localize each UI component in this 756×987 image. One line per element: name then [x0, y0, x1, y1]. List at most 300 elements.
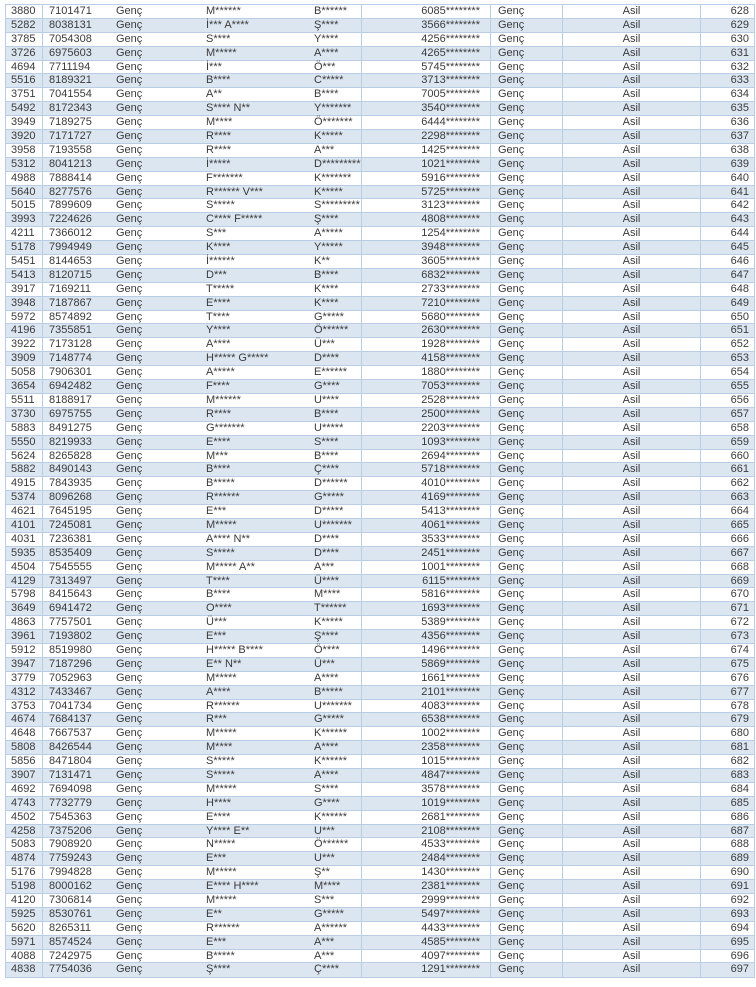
cell-surname-masked: B****: [311, 408, 362, 421]
cell-id-number-masked: 1928********: [362, 338, 491, 351]
cell-surname-masked: Ö*******: [311, 116, 362, 129]
cell-id-number-masked: 1015********: [362, 755, 491, 768]
cell-first-name-masked: E***: [206, 505, 227, 518]
cell-rank: 666: [730, 532, 749, 545]
cell-registration-number: 7245081: [49, 518, 92, 531]
cell-status: Asil: [563, 672, 701, 685]
cell-first-name-masked: R****: [206, 407, 232, 420]
cell-district-2: Genç: [491, 797, 563, 810]
cell-status: Asil: [563, 158, 701, 171]
table-row: [6, 366, 754, 380]
cell-seq-number: 4988: [6, 172, 43, 185]
cell-first-name-masked: E** N**: [206, 657, 242, 670]
cell-seq-number: 5624: [6, 450, 43, 463]
table-row: [6, 227, 754, 241]
cell-district: Genç: [116, 560, 143, 573]
cell-status: Asil: [563, 144, 701, 157]
cell-registration-number: 7313497: [49, 574, 92, 587]
cell-status: Asil: [563, 477, 701, 490]
cell-district-2: Genç: [491, 755, 563, 768]
cell-district: Genç: [116, 768, 143, 781]
cell-status: Asil: [563, 686, 701, 699]
cell-registration-number: 7101471: [49, 5, 92, 17]
cell-registration-number: 8530761: [49, 907, 92, 920]
cell-first-name-masked: D***: [206, 268, 227, 281]
cell-rank: 687: [730, 824, 749, 837]
cell-surname-masked: U***: [311, 852, 362, 865]
table-row: [6, 811, 754, 825]
cell-first-name-masked: T****: [206, 574, 230, 587]
cell-district: Genç: [116, 630, 143, 643]
cell-rank: 681: [730, 741, 749, 754]
cell-district-2: Genç: [491, 199, 563, 212]
cell-status: Asil: [563, 713, 701, 726]
cell-district-2: Genç: [491, 324, 563, 337]
cell-id-number-masked: 1021********: [362, 158, 491, 171]
cell-status: Asil: [563, 199, 701, 212]
cell-registration-number: 7131471: [49, 768, 92, 781]
cell-id-number-masked: 1880********: [362, 366, 491, 379]
cell-first-name-masked: K****: [206, 241, 231, 254]
cell-rank: 641: [730, 185, 749, 198]
cell-status: Asil: [563, 783, 701, 796]
cell-rank: 696: [730, 949, 749, 962]
cell-registration-number: 7545555: [49, 560, 92, 573]
table-row: [6, 338, 754, 352]
cell-seq-number: 4120: [6, 894, 43, 907]
cell-registration-number: 7908920: [49, 838, 92, 851]
cell-district: Genç: [116, 46, 143, 59]
cell-district: Genç: [116, 671, 143, 684]
cell-surname-masked: Ş**: [311, 866, 362, 879]
cell-registration-number: 8038131: [49, 18, 92, 31]
cell-registration-number: 7236381: [49, 532, 92, 545]
cell-district: Genç: [116, 296, 143, 309]
cell-district: Genç: [116, 588, 143, 601]
cell-status: Asil: [563, 450, 701, 463]
cell-registration-number: 7054308: [49, 32, 92, 45]
cell-district: Genç: [116, 227, 143, 240]
table-row: [6, 616, 754, 630]
cell-first-name-masked: F****: [206, 380, 230, 393]
table-row: [6, 852, 754, 866]
cell-district-2: Genç: [491, 491, 563, 504]
cell-first-name-masked: İ*** A****: [206, 18, 249, 31]
cell-id-number-masked: 5389********: [362, 616, 491, 629]
cell-id-number-masked: 2381********: [362, 880, 491, 893]
cell-rank: 637: [730, 130, 749, 143]
cell-district-2: Genç: [491, 33, 563, 46]
cell-registration-number: 7888414: [49, 171, 92, 184]
cell-district-2: Genç: [491, 338, 563, 351]
cell-district-2: Genç: [491, 436, 563, 449]
table-row: [6, 74, 754, 88]
cell-surname-masked: M****: [311, 588, 362, 601]
table-row: [6, 199, 754, 213]
cell-registration-number: 7994949: [49, 241, 92, 254]
cell-rank: 682: [730, 755, 749, 768]
cell-district: Genç: [116, 157, 143, 170]
cell-rank: 632: [730, 60, 749, 73]
cell-district-2: Genç: [491, 88, 563, 101]
cell-status: Asil: [563, 491, 701, 504]
cell-id-number-masked: 5869********: [362, 658, 491, 671]
table-row: [6, 769, 754, 783]
table-row: [6, 394, 754, 408]
cell-first-name-masked: F*******: [206, 171, 243, 184]
cell-first-name-masked: T****: [206, 310, 230, 323]
cell-seq-number: 5550: [6, 436, 43, 449]
cell-id-number-masked: 1254********: [362, 227, 491, 240]
cell-seq-number: 5282: [6, 19, 43, 32]
cell-surname-masked: Ş****: [311, 630, 362, 643]
cell-status: Asil: [563, 19, 701, 32]
cell-registration-number: 8120715: [49, 268, 92, 281]
cell-id-number-masked: 6538********: [362, 713, 491, 726]
cell-id-number-masked: 1001********: [362, 561, 491, 574]
cell-seq-number: 4674: [6, 713, 43, 726]
cell-district-2: Genç: [491, 241, 563, 254]
cell-seq-number: 4502: [6, 811, 43, 824]
cell-seq-number: 3753: [6, 700, 43, 713]
cell-first-name-masked: S***: [206, 227, 227, 240]
cell-registration-number: 8471804: [49, 755, 92, 768]
cell-surname-masked: G****: [311, 797, 362, 810]
cell-surname-masked: A******: [311, 922, 362, 935]
cell-seq-number: 5798: [6, 588, 43, 601]
table-row: [6, 686, 754, 700]
cell-id-number-masked: 2101********: [362, 686, 491, 699]
cell-registration-number: 7759243: [49, 852, 92, 865]
cell-district: Genç: [116, 268, 143, 281]
cell-district-2: Genç: [491, 519, 563, 532]
cell-registration-number: 6975755: [49, 407, 92, 420]
cell-seq-number: 3947: [6, 658, 43, 671]
cell-status: Asil: [563, 283, 701, 296]
cell-seq-number: 4915: [6, 477, 43, 490]
cell-district: Genç: [116, 102, 143, 115]
cell-seq-number: 5176: [6, 866, 43, 879]
cell-district: Genç: [116, 782, 143, 795]
cell-surname-masked: A*****: [311, 227, 362, 240]
cell-first-name-masked: Ü***: [206, 616, 227, 629]
cell-district-2: Genç: [491, 227, 563, 240]
cell-first-name-masked: H***** G*****: [206, 352, 269, 365]
table-row: [6, 436, 754, 450]
cell-first-name-masked: E**: [206, 907, 222, 920]
cell-rank: 685: [730, 796, 749, 809]
cell-status: Asil: [563, 825, 701, 838]
table-row: [6, 352, 754, 366]
cell-status: Asil: [563, 769, 701, 782]
cell-district: Genç: [116, 727, 143, 740]
cell-id-number-masked: 2298********: [362, 130, 491, 143]
cell-id-number-masked: 4585********: [362, 936, 491, 949]
cell-first-name-masked: C**** F*****: [206, 213, 263, 226]
cell-status: Asil: [563, 908, 701, 921]
cell-surname-masked: K******: [311, 755, 362, 768]
cell-registration-number: 8041213: [49, 157, 92, 170]
cell-status: Asil: [563, 880, 701, 893]
cell-seq-number: 4838: [6, 963, 43, 977]
cell-id-number-masked: 7210********: [362, 297, 491, 310]
cell-district-2: Genç: [491, 825, 563, 838]
cell-first-name-masked: N*****: [206, 838, 236, 851]
cell-first-name-masked: T*****: [206, 282, 235, 295]
cell-district-2: Genç: [491, 672, 563, 685]
cell-surname-masked: B******: [311, 5, 362, 18]
cell-status: Asil: [563, 436, 701, 449]
cell-seq-number: 3993: [6, 213, 43, 226]
table-row: [6, 894, 754, 908]
cell-surname-masked: C*****: [311, 74, 362, 87]
cell-id-number-masked: 2451********: [362, 547, 491, 560]
cell-district-2: Genç: [491, 950, 563, 963]
cell-district: Genç: [116, 366, 143, 379]
cell-rank: 661: [730, 463, 749, 476]
cell-first-name-masked: O****: [206, 602, 232, 615]
cell-registration-number: 7193802: [49, 630, 92, 643]
cell-district: Genç: [116, 796, 143, 809]
table-row: [6, 311, 754, 325]
cell-rank: 695: [730, 935, 749, 948]
cell-status: Asil: [563, 658, 701, 671]
table-row: [6, 797, 754, 811]
cell-status: Asil: [563, 297, 701, 310]
cell-district-2: Genç: [491, 269, 563, 282]
cell-surname-masked: Y****: [311, 33, 362, 46]
cell-first-name-masked: M*****: [206, 671, 237, 684]
cell-first-name-masked: M*****: [206, 782, 237, 795]
cell-first-name-masked: M***** A**: [206, 560, 255, 573]
cell-district: Genç: [116, 713, 143, 726]
cell-district-2: Genç: [491, 213, 563, 226]
cell-rank: 668: [730, 560, 749, 573]
cell-id-number-masked: 3533********: [362, 533, 491, 546]
cell-id-number-masked: 5718********: [362, 463, 491, 476]
cell-district: Genç: [116, 407, 143, 420]
cell-seq-number: 4692: [6, 783, 43, 796]
cell-status: Asil: [563, 255, 701, 268]
cell-surname-masked: T******: [311, 602, 362, 615]
cell-registration-number: 6942482: [49, 380, 92, 393]
cell-id-number-masked: 6832********: [362, 269, 491, 282]
cell-district-2: Genç: [491, 311, 563, 324]
cell-first-name-masked: A**** N**: [206, 532, 251, 545]
table-row: [6, 241, 754, 255]
cell-id-number-masked: 4433********: [362, 922, 491, 935]
cell-surname-masked: G*****: [311, 908, 362, 921]
cell-status: Asil: [563, 811, 701, 824]
cell-district: Genç: [116, 685, 143, 698]
cell-rank: 649: [730, 296, 749, 309]
cell-district: Genç: [116, 32, 143, 45]
cell-first-name-masked: İ******: [206, 255, 235, 268]
cell-surname-masked: B*****: [311, 686, 362, 699]
cell-rank: 691: [730, 880, 749, 893]
cell-status: Asil: [563, 311, 701, 324]
cell-first-name-masked: S****: [206, 32, 231, 45]
cell-seq-number: 4694: [6, 61, 43, 74]
cell-rank: 640: [730, 171, 749, 184]
cell-seq-number: 3730: [6, 408, 43, 421]
cell-seq-number: 3649: [6, 602, 43, 615]
cell-registration-number: 8219933: [49, 435, 92, 448]
cell-first-name-masked: G*******: [206, 421, 245, 434]
cell-rank: 630: [730, 32, 749, 45]
cell-rank: 678: [730, 699, 749, 712]
cell-rank: 664: [730, 505, 749, 518]
cell-rank: 677: [730, 685, 749, 698]
cell-status: Asil: [563, 74, 701, 87]
table-row: [6, 463, 754, 477]
cell-status: Asil: [563, 366, 701, 379]
cell-seq-number: 4648: [6, 727, 43, 740]
cell-seq-number: 3958: [6, 144, 43, 157]
cell-id-number-masked: 4356********: [362, 630, 491, 643]
cell-seq-number: 3949: [6, 116, 43, 129]
cell-id-number-masked: 1019********: [362, 797, 491, 810]
cell-status: Asil: [563, 227, 701, 240]
cell-district: Genç: [116, 880, 143, 893]
cell-id-number-masked: 4158********: [362, 352, 491, 365]
cell-status: Asil: [563, 700, 701, 713]
cell-surname-masked: A***: [311, 950, 362, 963]
cell-id-number-masked: 4083********: [362, 700, 491, 713]
cell-district-2: Genç: [491, 686, 563, 699]
cell-id-number-masked: 3566********: [362, 19, 491, 32]
cell-district-2: Genç: [491, 408, 563, 421]
table-row: [6, 144, 754, 158]
cell-status: Asil: [563, 33, 701, 46]
cell-id-number-masked: 5497********: [362, 908, 491, 921]
cell-rank: 679: [730, 713, 749, 726]
cell-registration-number: 7545363: [49, 810, 92, 823]
cell-registration-number: 8096268: [49, 491, 92, 504]
cell-district-2: Genç: [491, 116, 563, 129]
cell-registration-number: 7242975: [49, 949, 92, 962]
cell-seq-number: 5935: [6, 547, 43, 560]
cell-rank: 686: [730, 810, 749, 823]
cell-status: Asil: [563, 408, 701, 421]
cell-registration-number: 8189321: [49, 74, 92, 87]
cell-district: Genç: [116, 310, 143, 323]
cell-registration-number: 8519980: [49, 643, 92, 656]
cell-district-2: Genç: [491, 450, 563, 463]
cell-id-number-masked: 4847********: [362, 769, 491, 782]
cell-status: Asil: [563, 727, 701, 740]
cell-first-name-masked: H***** B****: [206, 643, 263, 656]
cell-id-number-masked: 4808********: [362, 213, 491, 226]
table-row: [6, 644, 754, 658]
cell-registration-number: 7711194: [49, 60, 91, 73]
cell-district-2: Genç: [491, 283, 563, 296]
cell-status: Asil: [563, 394, 701, 407]
cell-district-2: Genç: [491, 880, 563, 893]
cell-district: Genç: [116, 185, 143, 198]
table-row: [6, 102, 754, 116]
cell-rank: 635: [730, 102, 749, 115]
cell-first-name-masked: B****: [206, 74, 231, 87]
cell-surname-masked: Y*****: [311, 241, 362, 254]
cell-surname-masked: S****: [311, 783, 362, 796]
cell-district-2: Genç: [491, 713, 563, 726]
cell-id-number-masked: 3605********: [362, 255, 491, 268]
table-row: [6, 588, 754, 602]
cell-id-number-masked: 7005********: [362, 88, 491, 101]
cell-first-name-masked: A****: [206, 685, 231, 698]
cell-status: Asil: [563, 338, 701, 351]
cell-seq-number: 5083: [6, 838, 43, 851]
cell-registration-number: 8574892: [49, 310, 92, 323]
cell-surname-masked: D****: [311, 533, 362, 546]
table-row: [6, 19, 754, 33]
cell-district: Genç: [116, 810, 143, 823]
cell-district-2: Genç: [491, 588, 563, 601]
cell-registration-number: 8188917: [49, 393, 92, 406]
cell-seq-number: 3922: [6, 338, 43, 351]
cell-district: Genç: [116, 282, 143, 295]
cell-seq-number: 3779: [6, 672, 43, 685]
cell-seq-number: 4312: [6, 686, 43, 699]
cell-rank: 631: [730, 46, 749, 59]
cell-first-name-masked: E***: [206, 630, 227, 643]
cell-rank: 660: [730, 449, 749, 462]
cell-surname-masked: D******: [311, 477, 362, 490]
cell-registration-number: 7187867: [49, 296, 92, 309]
table-row: [6, 727, 754, 741]
cell-district: Genç: [116, 421, 143, 434]
cell-id-number-masked: 6115********: [362, 575, 491, 588]
cell-surname-masked: A***: [311, 936, 362, 949]
cell-id-number-masked: 3123********: [362, 199, 491, 212]
cell-district: Genç: [116, 324, 143, 337]
cell-status: Asil: [563, 852, 701, 865]
cell-district-2: Genç: [491, 616, 563, 629]
cell-surname-masked: Y*******: [311, 102, 362, 115]
cell-id-number-masked: 2733********: [362, 283, 491, 296]
cell-surname-masked: D****: [311, 547, 362, 560]
cell-status: Asil: [563, 547, 701, 560]
cell-rank: 670: [730, 588, 749, 601]
cell-surname-masked: S****: [311, 436, 362, 449]
cell-registration-number: 8000162: [49, 880, 92, 893]
cell-district-2: Genç: [491, 74, 563, 87]
cell-seq-number: 5492: [6, 102, 43, 115]
cell-seq-number: 4621: [6, 505, 43, 518]
cell-surname-masked: K*****: [311, 130, 362, 143]
cell-surname-masked: U*******: [311, 519, 362, 532]
cell-surname-masked: Ü****: [311, 575, 362, 588]
cell-district-2: Genç: [491, 936, 563, 949]
cell-seq-number: 4101: [6, 519, 43, 532]
cell-seq-number: 5640: [6, 186, 43, 199]
table-row: [6, 783, 754, 797]
cell-rank: 692: [730, 894, 749, 906]
cell-seq-number: 5015: [6, 199, 43, 212]
cell-seq-number: 3785: [6, 33, 43, 46]
cell-seq-number: 4874: [6, 852, 43, 865]
cell-seq-number: 3961: [6, 630, 43, 643]
cell-first-name-masked: B*****: [206, 949, 235, 962]
table-row: [6, 658, 754, 672]
cell-district-2: Genç: [491, 727, 563, 740]
cell-surname-masked: Ü***: [311, 338, 362, 351]
cell-seq-number: 5972: [6, 311, 43, 324]
cell-district: Genç: [116, 921, 143, 934]
cell-district-2: Genç: [491, 700, 563, 713]
cell-first-name-masked: A*****: [206, 366, 235, 379]
